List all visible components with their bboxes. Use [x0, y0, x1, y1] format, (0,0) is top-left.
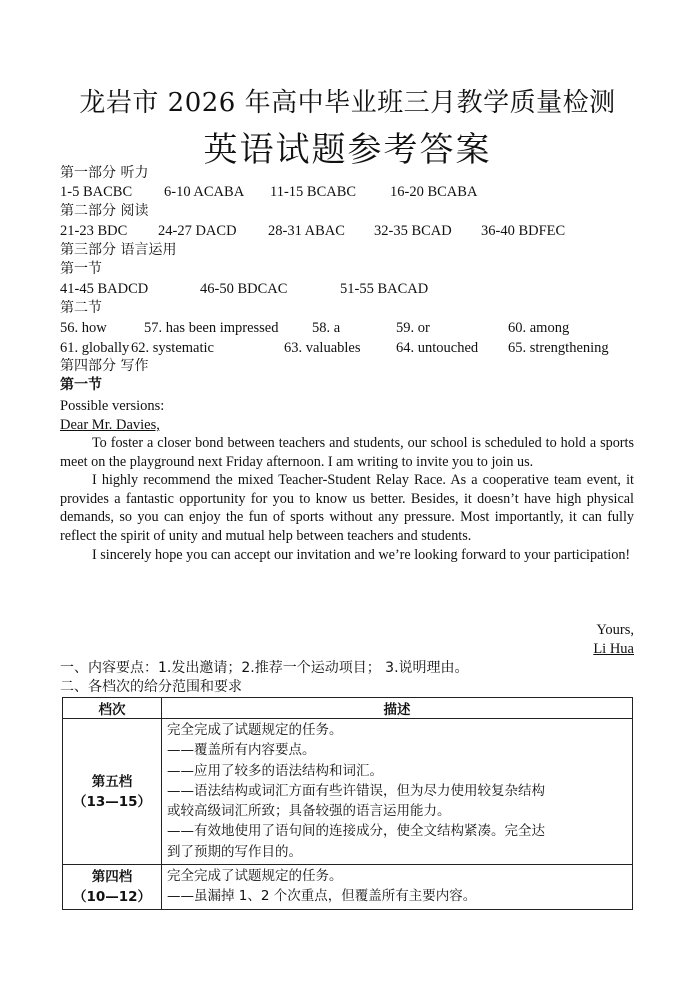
grade-range: （10—12） — [72, 888, 152, 905]
letter-body — [60, 434, 634, 564]
grade-level: 第五档 — [91, 773, 133, 790]
table-header-row — [63, 698, 633, 719]
answer-group: 28-31 ABAC — [268, 223, 345, 239]
description-line: ——覆盖所有内容要点。 — [167, 742, 316, 759]
answer-group: 32-35 BCAD — [374, 223, 452, 239]
grade-level-cell — [63, 865, 162, 910]
description-line: 到了预期的写作目的。 — [167, 843, 302, 860]
letter-salutation: Dear Mr. Davies, — [60, 417, 160, 433]
writing-section1-heading: 第一节 — [60, 377, 102, 393]
column-header-level: 档次 — [63, 698, 162, 719]
table-row — [63, 865, 633, 910]
section1-heading: 第一节 — [60, 261, 102, 277]
content-points: 一、内容要点：1.发出邀请；2.推荐一个运动项目； 3.说明理由。 — [60, 660, 469, 676]
fill-answer: 60. among — [508, 320, 570, 336]
fill-answer: 58. a — [312, 320, 341, 336]
answer-group: 41-45 BADCD — [60, 281, 149, 297]
answer-group: 24-27 DACD — [158, 223, 237, 239]
letter-paragraph: I sincerely hope you can accept our invitation and we’re looking forward to your participation! — [92, 546, 631, 563]
description-line: ——有效地使用了语句间的连接成分，使全文结构紧凑。完全达 — [167, 823, 545, 840]
answer-group: 51-55 BACAD — [340, 281, 429, 297]
grade-description-cell — [162, 865, 633, 910]
grading-table — [62, 697, 633, 910]
answer-group: 46-50 BDCAC — [200, 281, 288, 297]
grade-range: （13—15） — [72, 793, 152, 810]
answer-group: 16-20 BCABA — [390, 184, 478, 200]
column-header-description: 描述 — [162, 698, 633, 719]
score-ranges-heading: 二、各档次的给分范围和要求 — [60, 679, 242, 695]
answer-group: 1-5 BACBC — [60, 184, 133, 200]
table-row — [63, 719, 633, 865]
fill-answer: 64. untouched — [396, 340, 479, 356]
grade-level: 第四档 — [91, 868, 133, 885]
description-line: 完全完成了试题规定的任务。 — [167, 868, 343, 885]
description-line: 完全完成了试题规定的任务。 — [167, 722, 343, 738]
description-line: 或较高级词汇所致；具备较强的语言运用能力。 — [167, 803, 451, 820]
part4-heading: 第四部分 写作 — [60, 358, 149, 374]
grade-level-cell — [63, 719, 162, 865]
answer-group: 6-10 ACABA — [164, 184, 245, 200]
exam-title: 龙岩市 2026 年高中毕业班三月教学质量检测 — [79, 88, 616, 118]
answer-group: 36-40 BDFEC — [481, 223, 566, 239]
answer-group: 21-23 BDC — [60, 223, 128, 239]
grade-description-cell — [162, 719, 633, 865]
fill-answer: 57. has been impressed — [144, 320, 279, 336]
letter-signature: Li Hua — [593, 641, 634, 657]
answer-group: 11-15 BCABC — [270, 184, 357, 200]
fill-answer: 56. how — [60, 320, 107, 336]
part3-heading: 第三部分 语言运用 — [60, 242, 177, 258]
letter-closing: Yours, — [596, 622, 634, 638]
letter-paragraph: I highly recommend the mixed Teacher-Student Relay Race. As a cooperative team event, it provides a fantastic opportunity for you to know us better. Besides, it doesn’t have high physical demands, so you can enjoy the fun of sports without any pressure. Most importantly, it can fully reflect the spirit of unity and mutual help between teachers and students. — [60, 472, 634, 544]
description-line: ——应用了较多的语法结构和词汇。 — [167, 762, 383, 779]
possible-versions-label: Possible versions: — [60, 398, 165, 414]
description-line: ——虽漏掉 1、2 个次重点，但覆盖所有主要内容。 — [167, 888, 477, 905]
description-line: ——语法结构或词汇方面有些许错误，但为尽力使用较复杂结构 — [167, 782, 545, 799]
fill-answer: 59. or — [396, 320, 430, 336]
part2-heading: 第二部分 阅读 — [60, 203, 149, 219]
fill-answer: 65. strengthening — [508, 340, 609, 356]
part1-heading: 第一部分 听力 — [60, 165, 149, 181]
section2-heading: 第二节 — [60, 300, 102, 316]
fill-answer: 63. valuables — [284, 340, 361, 356]
fill-answer: 62. systematic — [131, 340, 214, 356]
letter-paragraph: To foster a closer bond between teachers and students, our school is scheduled to hold a sports meet on the playground next Friday afternoon. I am writing to invite you to join us. — [60, 435, 634, 470]
fill-answer: 61. globally — [60, 340, 130, 356]
answer-key-title: 英语试题参考答案 — [203, 130, 492, 170]
